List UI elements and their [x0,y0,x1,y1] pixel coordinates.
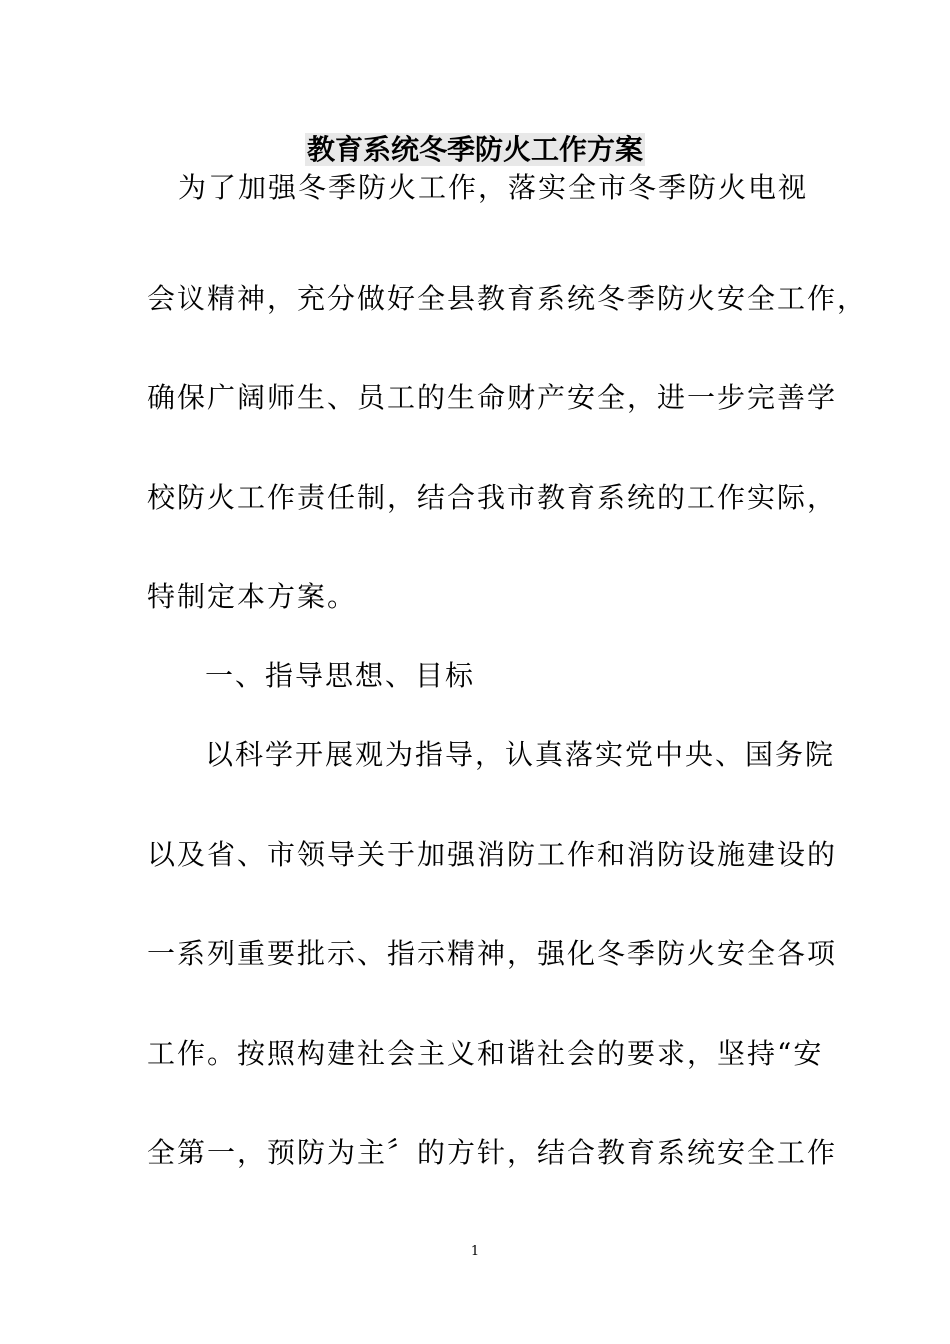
paragraph-line: 为了加强冬季防火工作，落实全市冬季防火电视 [178,171,809,204]
paragraph-line: 一系列重要批示、指示精神，强化冬季防火安全各项 [147,937,838,970]
document-title-text: 教育系统冬季防火工作方案 [306,133,643,166]
paragraph-line: 校防火工作责任制，结合我市教育系统的工作实际， [147,481,838,514]
paragraph-line: 工作。按照构建社会主义和谐社会的要求，坚持“安 [147,1037,824,1070]
document-title [0,128,950,172]
paragraph-line: 以科学开展观为指导，认真落实党中央、国务院 [205,738,836,771]
page-number: 1 [470,1244,480,1259]
section-heading: 一、指导思想、目标 [205,659,476,692]
paragraph-line: 以及省、市领导关于加强消防工作和消防设施建设的 [147,838,838,871]
paragraph-line: 确保广阔师生、员工的生命财产安全，进一步完善学 [147,381,838,414]
paragraph-line: 会议精神，充分做好全县教育系统冬季防火安全工作， [147,282,868,315]
paragraph-line: 全第一，预防为主〞的方针，结合教育系统安全工作 [147,1136,838,1169]
paragraph-line: 特制定本方案。 [147,580,358,613]
